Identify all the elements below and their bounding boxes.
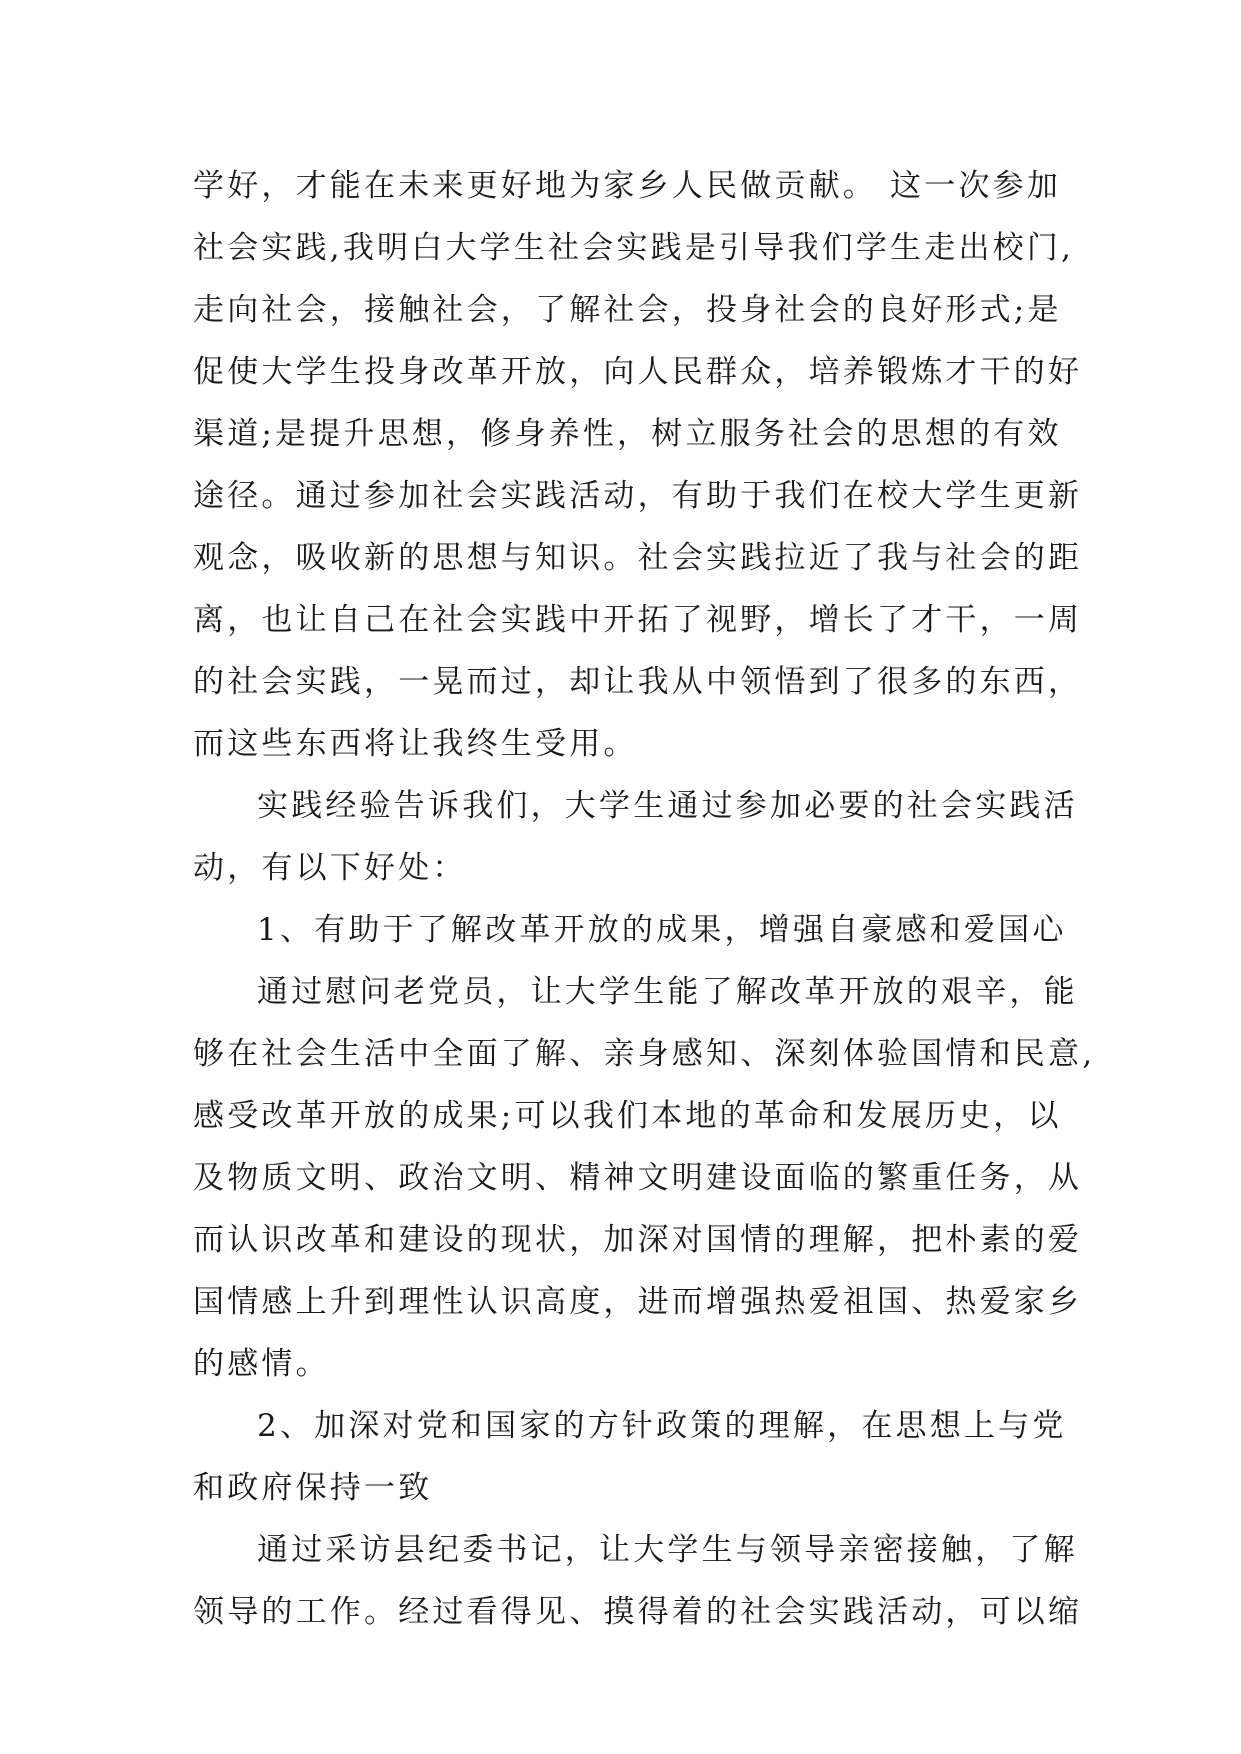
text-line: 通过慰问老党员，让大学生能了解改革开放的艰辛，能 (257, 974, 1078, 1010)
text-line: 国情感上升到理性认识高度，进而增强热爱祖国、热爱家乡 (193, 1284, 1083, 1320)
text-line: 够在社会生活中全面了解、亲身感知、深刻体验国情和民意, (193, 1036, 1096, 1072)
text-line: 学好，才能在未来更好地为家乡人民做贡献。 这一次参加 (193, 168, 1062, 204)
text-line: 而这些东西将让我终生受用。 (193, 726, 638, 762)
text-line: 途径。通过参加社会实践活动，有助于我们在校大学生更新 (193, 478, 1083, 514)
text-line: 实践经验告诉我们，大学生通过参加必要的社会实践活 (257, 788, 1078, 824)
text-line: 促使大学生投身改革开放，向人民群众，培养锻炼才干的好 (193, 354, 1083, 390)
text-line: 而认识改革和建设的现状，加深对国情的理解，把朴素的爱 (193, 1222, 1083, 1258)
text-line: 和政府保持一致 (193, 1470, 433, 1506)
text-line: 离，也让自己在社会实践中开拓了视野，增长了才干，一周 (193, 602, 1083, 638)
text-line: 领导的工作。经过看得见、摸得着的社会实践活动，可以缩 (193, 1594, 1083, 1630)
text-line: 1、有助于了解改革开放的成果，增强自豪感和爱国心 (257, 912, 1067, 948)
text-line: 2、加深对党和国家的方针政策的理解，在思想上与党 (257, 1408, 1067, 1444)
text-line: 社会实践,我明白大学生社会实践是引导我们学生走出校门, (193, 230, 1075, 266)
text-line: 走向社会，接触社会，了解社会，投身社会的良好形式;是 (193, 292, 1062, 328)
text-line: 及物质文明、政治文明、精神文明建设面临的繁重任务，从 (193, 1160, 1083, 1196)
body-text (193, 155, 1096, 1643)
text-line: 观念，吸收新的思想与知识。社会实践拉近了我与社会的距 (193, 540, 1083, 576)
text-line: 的感情。 (193, 1346, 330, 1382)
text-line: 通过采访县纪委书记，让大学生与领导亲密接触，了解 (257, 1532, 1078, 1568)
text-line: 渠道;是提升思想，修身养性，树立服务社会的思想的有效 (193, 416, 1062, 452)
text-line: 动，有以下好处： (193, 850, 467, 886)
text-line: 感受改革开放的成果;可以我们本地的革命和发展历史，以 (193, 1098, 1062, 1134)
text-line: 的社会实践，一晃而过，却让我从中领悟到了很多的东西， (193, 664, 1083, 700)
